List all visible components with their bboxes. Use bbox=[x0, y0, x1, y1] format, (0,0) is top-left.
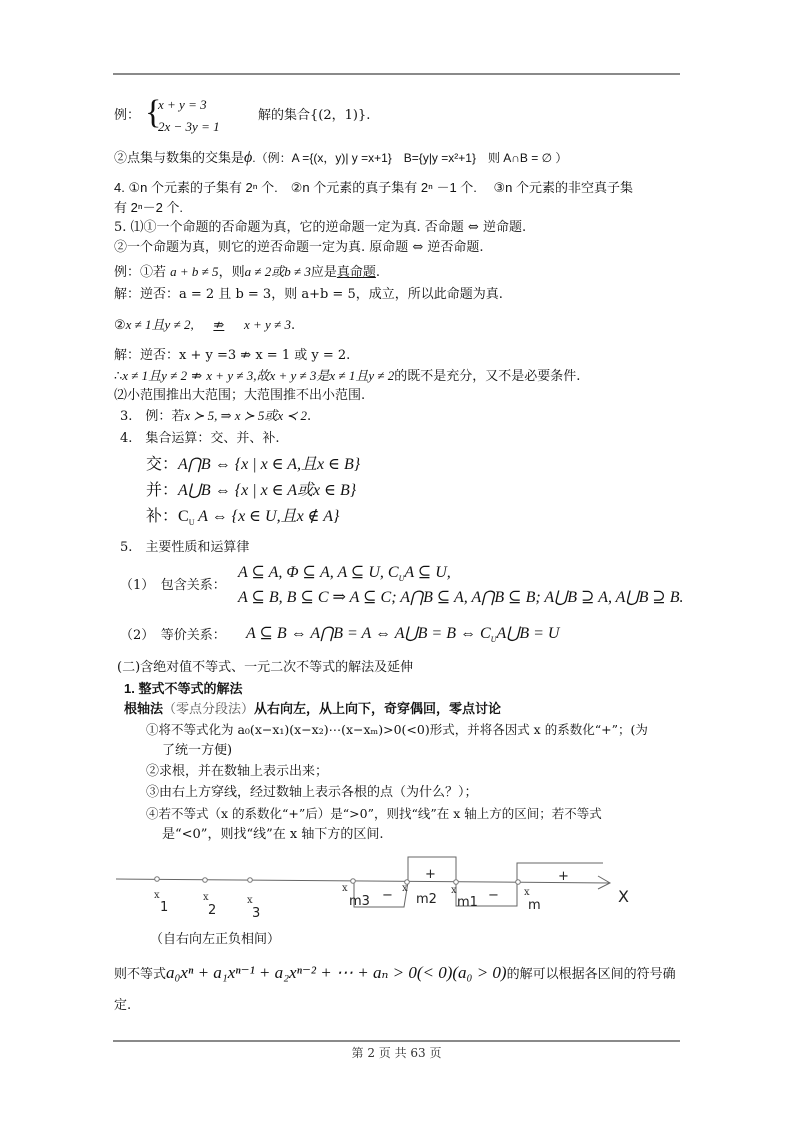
step-4-line-b: 是“<0”，则找“线”在 x 轴下方的区间. bbox=[162, 827, 384, 842]
root-subscript: m bbox=[528, 898, 541, 913]
root-subscript: 2 bbox=[208, 903, 217, 918]
example-1-then: ，则 bbox=[218, 265, 245, 280]
intersection-math: A⋂B ⇔ {x | x ∈ A,且x ∈ B} bbox=[178, 456, 361, 473]
example-1-should: 应是 bbox=[310, 265, 337, 280]
inclusion-math-1b: A ⊆ U, bbox=[404, 564, 451, 581]
inclusion-math-2: A ⊆ B, B ⊆ C ⇒ A ⊆ C; A⋂B ⊆ A, A⋂B ⊆ B; A⋃B ⊇ A, A⋃B ⊇ B. bbox=[238, 589, 684, 606]
final-line bbox=[114, 965, 676, 983]
sign-minus: − bbox=[488, 888, 499, 903]
root-point-xm3 bbox=[351, 879, 356, 884]
root-subscript: m3 bbox=[349, 894, 370, 909]
not-implies-icon: ⇏ bbox=[213, 318, 225, 333]
equivalence-label: （2） 等价关系： bbox=[120, 628, 226, 643]
step-1-line-a: ①将不等式化为 a₀(x−x₁)(x−x₂)⋯(x−xₘ)>0(<0)形式，并将各因式 x 的系数化“+”；(为 bbox=[146, 722, 648, 737]
subsets-line-1: 4. ①n 个元素的子集有 2ⁿ 个. ②n 个元素的真子集有 2ⁿ －1 个. ③n 个元素的非空真子集 bbox=[114, 180, 634, 195]
intersection-label: 交： bbox=[146, 454, 179, 473]
root-method-rule: 从右向左，从上向下，奇穿偶回，零点讨论 bbox=[254, 701, 502, 716]
point-set-text: ②点集与数集的交集是 bbox=[114, 151, 245, 166]
system-solution: 解的集合{(2，1)}. bbox=[258, 108, 371, 123]
range-line: ⑵小范围推出大范围；大范围推不出小范围. bbox=[114, 388, 366, 403]
root-method-alias: （零点分段法） bbox=[163, 702, 255, 717]
root-label-x: x bbox=[342, 883, 348, 894]
root-point-xm bbox=[516, 880, 521, 885]
root-point-x3 bbox=[248, 878, 253, 883]
complement-label: 补： bbox=[146, 506, 179, 525]
diagram-caption: （自右向左正负相间） bbox=[150, 932, 281, 947]
therefore-math-a: x ≠ 1且y ≠ 2 bbox=[122, 368, 188, 383]
example-2-end: . bbox=[290, 318, 296, 333]
root-subscript: m1 bbox=[457, 895, 478, 910]
example-1-prefix: 例：①若 bbox=[114, 265, 171, 280]
example-3-end: . bbox=[307, 409, 312, 424]
final-text: 的解可以根据各区间的符号确 bbox=[506, 967, 676, 982]
set-operations-title: 4. 集合运算：交、并、补. bbox=[120, 431, 280, 446]
root-label-x: x bbox=[247, 895, 253, 906]
therefore-math-b: x + y ≠ 3,故x + y ≠ 3是x ≠ 1且y ≠ 2 bbox=[206, 368, 395, 383]
axis-label: X bbox=[618, 887, 629, 906]
complement-subscript: U bbox=[188, 518, 195, 528]
complement-math: A ⇔ {x ∈ U,且x ∉ A} bbox=[194, 508, 340, 525]
union-label: 并： bbox=[146, 480, 179, 499]
not-implies-icon: ⇏ bbox=[191, 369, 203, 384]
example-2-math-b: x + y ≠ 3 bbox=[244, 317, 291, 332]
polynomial-inequality: a₀xⁿ + a₁xⁿ⁻¹ + a₂xⁿ⁻² + ⋯ + aₙ > 0(< 0)(a₀ > 0) bbox=[166, 963, 507, 982]
subsets-line-2: 有 2ⁿ－2 个. bbox=[114, 200, 184, 215]
therefore-conclusion: 的既不是充分，又不是必要条件. bbox=[394, 369, 581, 384]
root-subscript: m2 bbox=[416, 892, 437, 907]
sign-plus: + bbox=[558, 869, 569, 884]
example-3-math: x ≻ 5, ⇒ x ≻ 5或x ≺ 2 bbox=[184, 408, 308, 423]
step-3-line: ③由右上方穿线，经过数轴上表示各根的点（为什么？）； bbox=[146, 785, 478, 800]
example-1-math-b: a ≠ 2或b ≠ 3 bbox=[244, 264, 311, 279]
example-label: 例： bbox=[114, 108, 141, 123]
solution-2-result: x = 1 或 y = 2. bbox=[255, 348, 351, 363]
point-set-example: .（例：A ={(x，y)| y =x+1} B={y|y =x²+1} 则 A∩B = ∅ ） bbox=[252, 151, 568, 165]
system-brace: { bbox=[145, 94, 162, 131]
equivalence-math-b: A⋃B = U bbox=[496, 625, 560, 642]
root-label-x: x bbox=[451, 885, 457, 896]
example-3-prefix: 3. 例：若 bbox=[120, 409, 185, 424]
inclusion-label: （1） 包含关系： bbox=[120, 578, 226, 593]
system-equation-2: 2x − 3y = 1 bbox=[158, 119, 220, 134]
sign-minus: − bbox=[382, 888, 393, 903]
root-label-x: x bbox=[203, 892, 209, 903]
circled-2: ② bbox=[114, 318, 126, 333]
proposition-line-1: 5. ⑴①一个命题的否命题为真，它的逆命题一定为真. 否命题 ⇔ 逆命题. bbox=[114, 220, 527, 235]
step-2-line: ②求根，并在数轴上表示出来； bbox=[146, 764, 329, 779]
solution-2-prefix: 解：逆否：x + y =3 bbox=[114, 348, 237, 363]
not-implies-icon: ⇏ bbox=[240, 348, 252, 363]
union-math: A⋃B ⇔ {x | x ∈ A或x ∈ B} bbox=[178, 482, 357, 499]
properties-title: 5. 主要性质和运算律 bbox=[120, 540, 250, 555]
equivalence-math-a: A ⊆ B ⇔ A⋂B = A ⇔ A⋃B = B ⇔ C bbox=[246, 625, 491, 642]
root-label-x: x bbox=[154, 890, 160, 901]
sign-plus: + bbox=[425, 867, 436, 882]
equivalence-subscript: U bbox=[490, 635, 497, 645]
final-prefix: 则不等式 bbox=[114, 967, 167, 982]
root-point-x1 bbox=[155, 877, 160, 882]
final-line-end: 定. bbox=[114, 998, 132, 1013]
root-label-x: x bbox=[524, 887, 530, 898]
x-axis-line bbox=[116, 879, 610, 883]
section-2-title: (二)含绝对值不等式、一元二次不等式的解法及延伸 bbox=[117, 660, 414, 675]
footer-rule bbox=[113, 1040, 680, 1042]
true-proposition-term: 真命题 bbox=[336, 265, 376, 280]
therefore-icon: ∴ bbox=[114, 369, 123, 384]
example-1-end: . bbox=[375, 265, 381, 280]
page-number: 第 2 页 共 63 页 bbox=[351, 1046, 442, 1060]
root-subscript: 3 bbox=[252, 906, 261, 921]
root-point-x2 bbox=[203, 878, 208, 883]
complement-symbol: C bbox=[178, 508, 189, 525]
system-equation-1: x + y = 3 bbox=[158, 97, 207, 112]
root-method-name: 根轴法 bbox=[124, 701, 164, 716]
inclusion-subscript: U bbox=[398, 574, 405, 584]
solution-1-line: 解：逆否：a = 2 且 b = 3，则 a+b = 5，成立，所以此命题为真. bbox=[114, 287, 503, 302]
root-subscript: 1 bbox=[160, 900, 169, 915]
example-1-math-a: a + b ≠ 5 bbox=[170, 264, 219, 279]
root-label-x: x bbox=[402, 883, 408, 894]
section-2-subtitle: 1. 整式不等式的解法 bbox=[124, 681, 243, 696]
step-4-line-a: ④若不等式（x 的系数化“+”后）是“>0”，则找“线”在 x 轴上方的区间；若不等式 bbox=[146, 806, 602, 821]
step-1-line-b: 了统一方便) bbox=[162, 743, 233, 758]
proposition-line-2: ②一个命题为真，则它的逆否命题一定为真. 原命题 ⇔ 逆否命题. bbox=[114, 240, 484, 255]
inclusion-math-1a: A ⊆ A, Φ ⊆ A, A ⊆ U, C bbox=[238, 564, 399, 581]
example-2-math-a: x ≠ 1且y ≠ 2, bbox=[125, 317, 194, 332]
root-point-xm1 bbox=[454, 880, 459, 885]
phi-symbol: ϕ bbox=[244, 149, 253, 166]
